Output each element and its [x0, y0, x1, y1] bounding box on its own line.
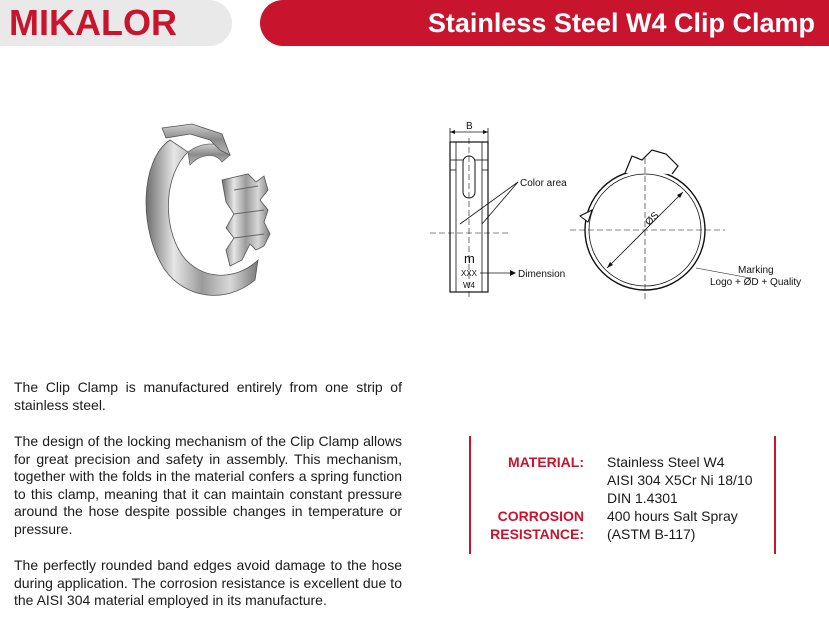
color-area-label: Color area [520, 178, 567, 189]
technical-drawing [420, 118, 820, 308]
corrosion-value: (ASTM B-117) [607, 526, 696, 542]
clamp-photo [130, 110, 320, 310]
dimension-label: Dimension [518, 269, 566, 280]
material-value: Stainless Steel W4 [607, 454, 725, 470]
marking-detail-label: Logo + ØD + Quality [710, 277, 802, 288]
svg-text:m: m [464, 251, 475, 266]
os-label: ØS [643, 210, 662, 229]
logo-panel [0, 0, 232, 46]
brand-logo: MIKALOR [9, 2, 177, 43]
corrosion-label: CORROSION [497, 508, 584, 524]
xxx-label: XXX [461, 269, 478, 278]
front-view [570, 150, 801, 300]
page-title: Stainless Steel W4 Clip Clamp [427, 8, 815, 38]
spec-table [469, 436, 776, 554]
description-paragraph: The perfectly rounded band edges avoid damage to the hose during application. The corrosion resistance is excellent due to the AISI 304 material employed in its manufacture. [14, 557, 402, 608]
w4-label: W4 [463, 281, 475, 290]
material-value: DIN 1.4301 [607, 490, 678, 506]
side-view [430, 121, 567, 298]
description [14, 379, 402, 629]
material-value: AISI 304 X5Cr Ni 18/10 [607, 472, 753, 488]
material-label: MATERIAL: [508, 454, 584, 470]
description-paragraph: The design of the locking mechanism of the Clip Clamp allows for great precision and safety in assembly. This mechanism, together with the folds in the material confers a spring function to this clamp, meaning that it can maintain constant pressure around the hose despite possible changes in temperature or pressure. [14, 433, 402, 537]
marking-label: Marking [738, 265, 774, 276]
corrosion-value: 400 hours Salt Spray [607, 508, 738, 524]
resistance-label: RESISTANCE: [490, 526, 584, 542]
description-paragraph: The Clip Clamp is manufactured entirely from one strip of stainless steel. [14, 379, 402, 413]
title-bar [260, 0, 829, 46]
dimension-b-label: B [466, 121, 473, 132]
